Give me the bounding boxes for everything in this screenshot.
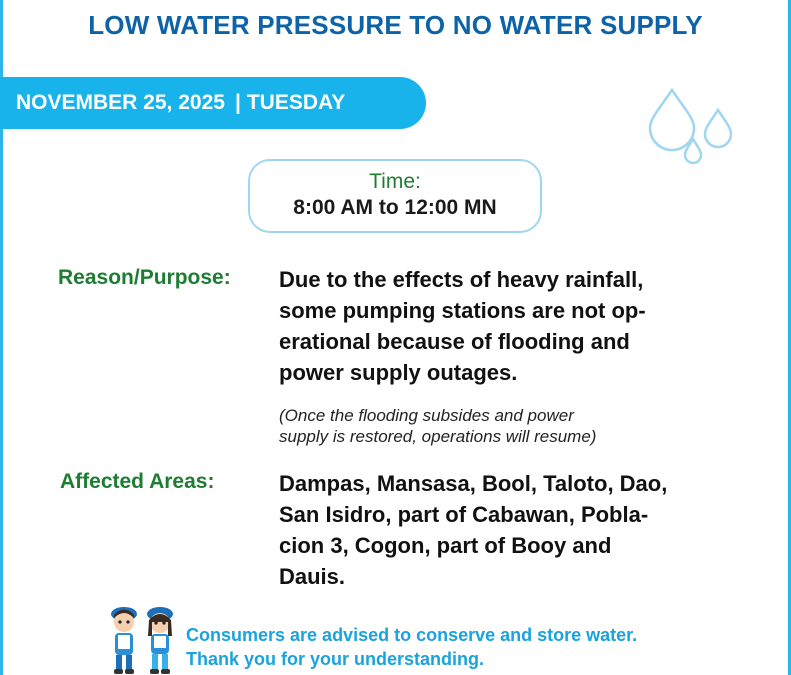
- note-line: supply is restored, operations will resume): [279, 427, 597, 446]
- note-line: (Once the flooding subsides and power: [279, 406, 574, 425]
- affected-areas-label: Affected Areas:: [60, 470, 215, 493]
- resume-note: [279, 405, 749, 447]
- areas-line: San Isidro, part of Cabawan, Pobla-: [279, 502, 649, 527]
- date-banner: [0, 77, 426, 129]
- headline: LOW WATER PRESSURE TO NO WATER SUPPLY: [88, 10, 703, 40]
- affected-areas-text: [279, 468, 749, 592]
- advisory-message: [186, 623, 637, 671]
- mascots-illustration: [104, 602, 184, 675]
- advisory-line: Consumers are advised to conserve and store water.: [186, 625, 638, 645]
- areas-line: cion 3, Cogon, part of Booy and: [279, 533, 612, 558]
- date-separator: |: [234, 91, 241, 114]
- areas-line: Dauis.: [279, 564, 346, 589]
- day-text: TUESDAY: [246, 91, 346, 114]
- areas-line: Dampas, Mansasa, Bool, Taloto, Dao,: [279, 471, 668, 496]
- reason-line: power supply outages.: [279, 360, 518, 385]
- time-box: [248, 159, 542, 233]
- time-label: Time:: [369, 170, 421, 193]
- reason-text: [279, 264, 749, 388]
- water-drops-icon: [648, 88, 732, 166]
- reason-line: Due to the effects of heavy rainfall,: [279, 267, 644, 292]
- date-text: NOVEMBER 25, 2025: [16, 91, 225, 114]
- reason-line: some pumping stations are not op-: [279, 298, 646, 323]
- time-value: 8:00 AM to 12:00 MN: [293, 196, 497, 219]
- advisory-line: Thank you for your understanding.: [186, 649, 485, 669]
- reason-label: Reason/Purpose:: [58, 266, 231, 289]
- reason-line: erational because of flooding and: [279, 329, 630, 354]
